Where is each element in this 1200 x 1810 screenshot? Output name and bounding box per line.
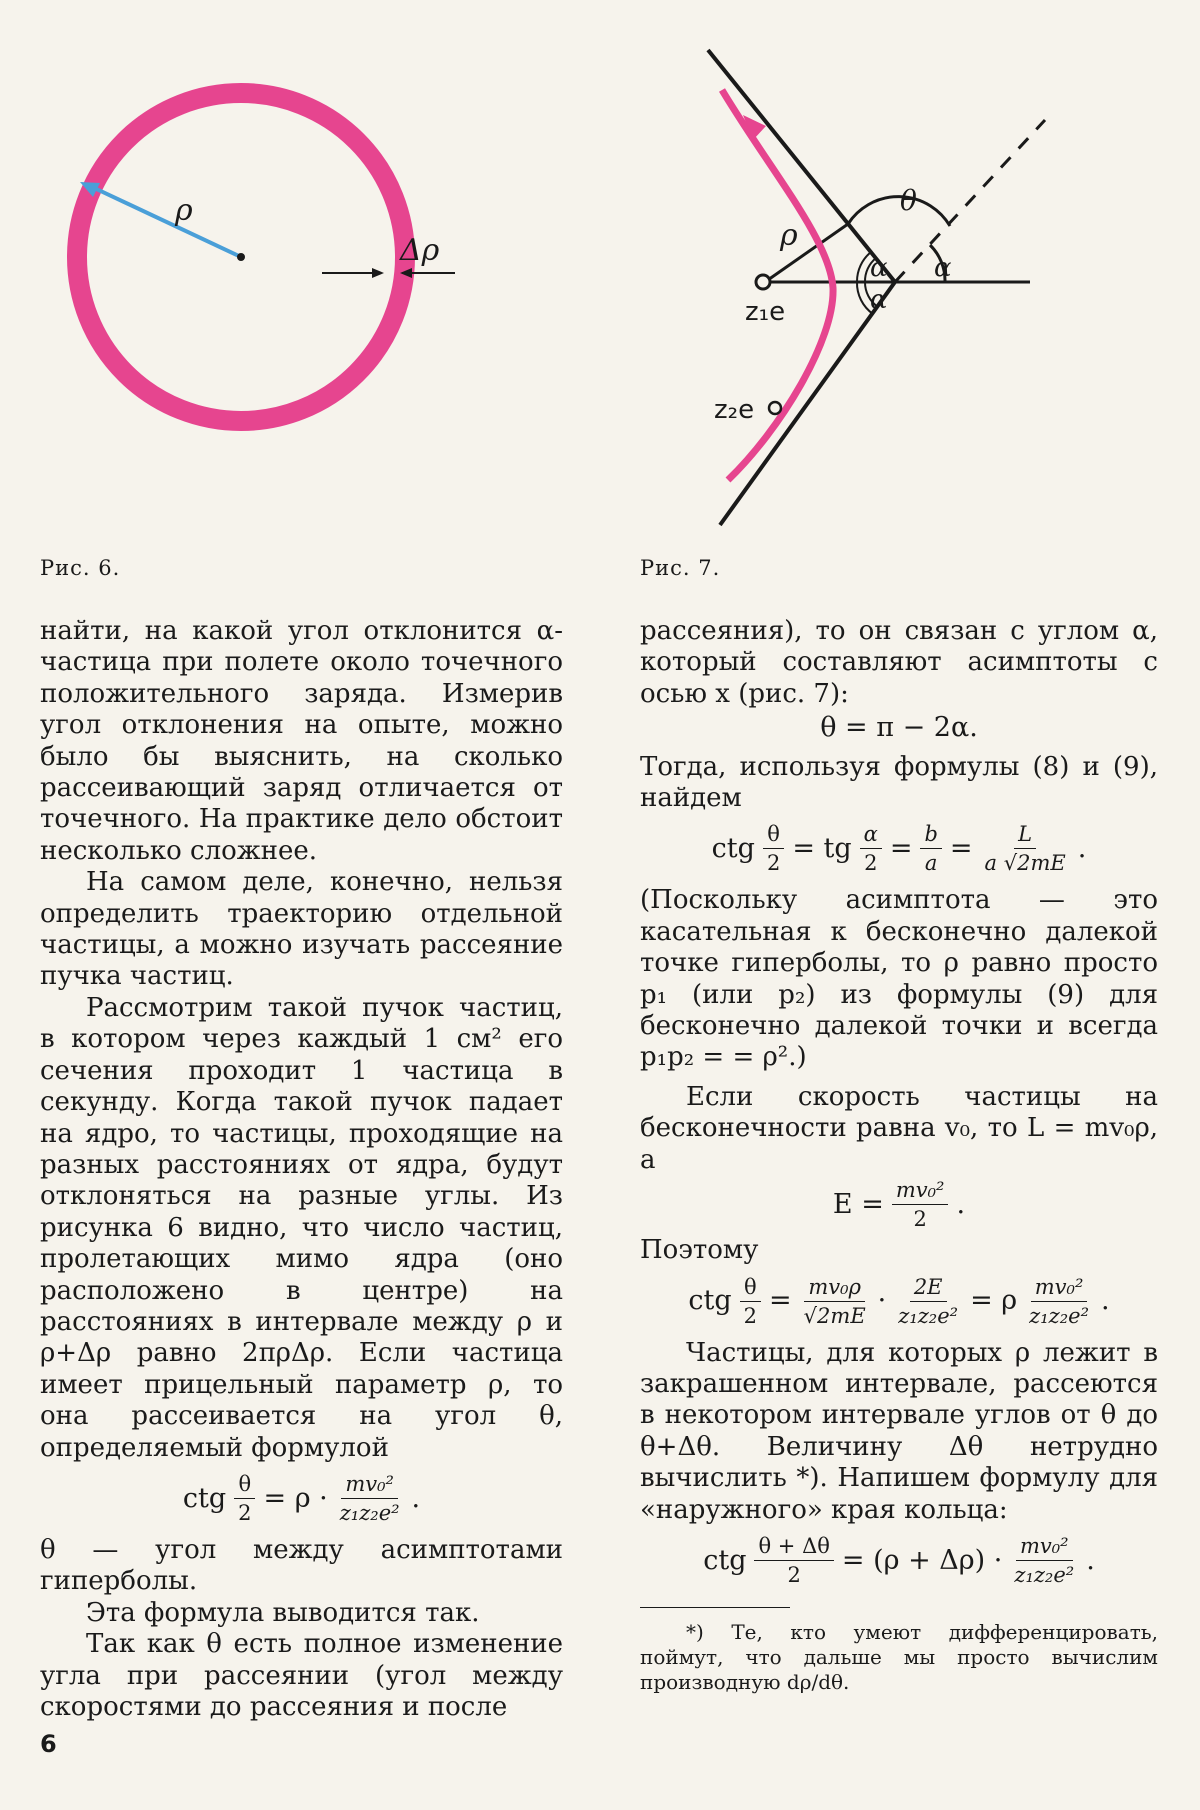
formula4-f1-num: θ [740,1275,761,1302]
formula2-frac-L [981,822,1070,875]
formula5-f2-num: mv₀² [1016,1534,1073,1561]
formula2-frac-ba [920,822,941,875]
radius-arrow [90,186,241,257]
left-paragraph-6: Так как θ есть полное изменение угла при рассеянии (угол между скоростями до рассеяния и после [40,1629,563,1722]
formula1-end: . [411,1482,421,1514]
formula4-frac-2E [894,1275,962,1328]
formula4-frac-theta [740,1275,761,1328]
left-paragraph-5: Эта формула выводится так. [86,1597,480,1628]
formula2-lhs: ctg [711,833,755,865]
formula-ctg-rho [40,1472,563,1525]
footnote-rule [640,1607,790,1608]
right-paragraph-3: (Поскольку асимптота — это касательная к бесконечно далекой точке гиперболы, то ρ равно просто p₁ (или p₂) из формулы (9) для бесконечно далекой точки и всегда p₁p₂ = = ρ².) [640,885,1158,1073]
formula5-frac-mv2 [1010,1534,1078,1587]
formula2-frac-alpha [860,822,882,875]
formula2-f3-num: b [920,822,941,849]
formula4-frac-mv2 [1025,1275,1093,1328]
formula1-frac-theta [234,1472,255,1525]
formula2-end: . [1077,833,1087,865]
formula1-f1-num: θ [234,1472,255,1499]
formula2-f3-den: a [924,851,938,876]
formula2-f2-num: α [860,822,882,849]
formula1-f1-den: 2 [238,1500,252,1525]
formula1-mid: = ρ · [263,1482,328,1514]
impact-parameter-rho [765,224,848,282]
formula4-eq2: = ρ [970,1285,1018,1317]
formula2-eq2: = [889,833,913,865]
formula-theta-pi [640,712,1158,743]
formula2-eq1: = tg [792,833,852,865]
page-number: 6 [40,1730,57,1758]
formula3-lhs: E = [832,1188,884,1220]
formula-ctg-product [640,1275,1158,1328]
formula4-f1-den: 2 [743,1303,758,1328]
ring-center-dot [237,253,245,261]
fig7-rho-label: ρ [780,218,798,253]
formula2-f4-num: L [1014,822,1036,849]
formula2-f4-den: a √2mE [984,851,1066,876]
formula2-f2-den: 2 [864,851,878,876]
formula4-frac-mv-rho [800,1275,870,1328]
formula4-f2-num: mv₀ρ [804,1275,865,1302]
formula4-eq1: = [769,1285,792,1317]
formula4-f4-num: mv₀² [1031,1275,1088,1302]
formula1-lhs: ctg [182,1482,227,1514]
formula-outer-edge [640,1534,1158,1587]
right-paragraph-1: рассеяния), то он связан с углом α, который составляют асимптоты с осью x (рис. 7): [640,616,1158,709]
fig7-alpha-label-right: α [934,253,952,283]
left-paragraph-2: На самом деле, конечно, нельзя определить траекторию отдельной частицы, а можно изучать рассеяние пучка частиц. [40,867,563,992]
formula3-frac [892,1178,949,1231]
formula3-den: 2 [913,1207,927,1232]
formula4-end: . [1100,1285,1110,1317]
formula5-f1-den: 2 [787,1562,801,1587]
left-column [40,616,563,1723]
formula4-lhs: ctg [688,1285,732,1317]
formula1-f2-den: z₁z₂e² [339,1500,400,1525]
right-paragraph-4: Если скорость частицы на бесконечности равна v₀, то L = mv₀ρ, а [640,1081,1158,1175]
footnote: *) Те, кто умеют дифференцировать, поймут, что дальше мы просто вычислим производную dρ/dθ. [640,1619,1158,1694]
fig7-alpha-label-lower: α [870,285,888,315]
fig7-z1e-label: z₁e [745,297,786,327]
formula1-frac-mv [336,1472,404,1525]
formula5-eq: = (ρ + Δρ) · [841,1544,1003,1576]
formula5-lhs: ctg [703,1544,747,1576]
nucleus-z1e [756,275,770,289]
right-paragraph-2: Тогда, используя формулы (8) и (9), найдем [640,751,1158,814]
formula-theta-text: θ = π − 2α. [820,712,978,744]
right-paragraph-5: Поэтому [640,1235,759,1266]
formula2-f1-num: θ [763,822,784,849]
fig7-alpha-label-upper: α [870,253,888,283]
fig7-z2e-label: z₂e [714,395,755,425]
figure-7 [690,40,1090,540]
fig7-theta-label: θ [900,184,917,217]
fig6-caption: Рис. 6. [40,556,121,580]
formula5-f1-num: θ + Δθ [754,1534,833,1561]
formula5-frac-theta [754,1534,833,1587]
theta-arc [848,197,950,226]
delta-rho-arrowhead-left [372,268,384,278]
formula-ctg-tg [640,822,1158,875]
formula2-eq3: = [949,833,973,865]
right-paragraph-6: Частицы, для которых ρ лежит в закрашенном интервале, рассеются в некотором интервале углов от θ до θ+Δθ. Величину Δθ нетрудно вычислить *). Напишем формулу для «наружного» края кольца: [640,1337,1158,1525]
formula4-f3-den: z₁z₂e² [898,1303,959,1328]
fig6-rho-label: ρ [175,193,193,228]
formula4-f4-den: z₁z₂e² [1029,1303,1089,1328]
formula1-f2-num: mv₀² [341,1472,398,1499]
formula4-dot: · [877,1285,887,1317]
formula3-num: mv₀² [892,1178,949,1205]
formula5-end: . [1086,1544,1095,1576]
formula2-f1-den: 2 [766,851,781,876]
formula2-frac-theta [763,822,784,875]
fig7-caption: Рис. 7. [640,556,721,580]
left-paragraph-4: θ — угол между асимптотами гиперболы. [40,1534,563,1597]
left-paragraph-1: найти, на какой угол отклонится α-частица при полете около точечного положительного заряда. Измерив угол отклонения на опыте, можно было бы выяснить, на сколько рассеивающий заряд отличается от точечного. На практике дело обстоит несколько сложнее. [40,616,563,866]
fig6-delta-rho-label: Δρ [400,233,440,268]
formula3-end: . [956,1188,966,1220]
asymptote-upper [708,50,895,282]
figure-6 [30,80,530,500]
left-paragraph-3: Рассмотрим такой пучок частиц, в котором через каждый 1 см² его сечения проходит 1 частица в секунду. Когда такой пучок падает на ядро, то частицы, проходящие на разных расстояниях от ядра, будут отклоняться на разные углы. Из рисунка 6 видно, что число частиц, пролетающих мимо ядра (оно расположено в центре) на расстояниях в интервале между ρ и ρ+Δρ равно 2πρΔρ. Если частица имеет прицельный параметр ρ, то она рассеивается на угол θ, определяемый формулой [40,992,563,1463]
right-column [640,616,1158,1695]
formula4-f2-den: √2mE [803,1303,866,1328]
formula-energy [640,1178,1158,1231]
formula5-f2-den: z₁z₂e² [1014,1562,1075,1587]
particle-z2e [769,402,781,414]
formula4-f3-num: 2E [910,1275,947,1302]
